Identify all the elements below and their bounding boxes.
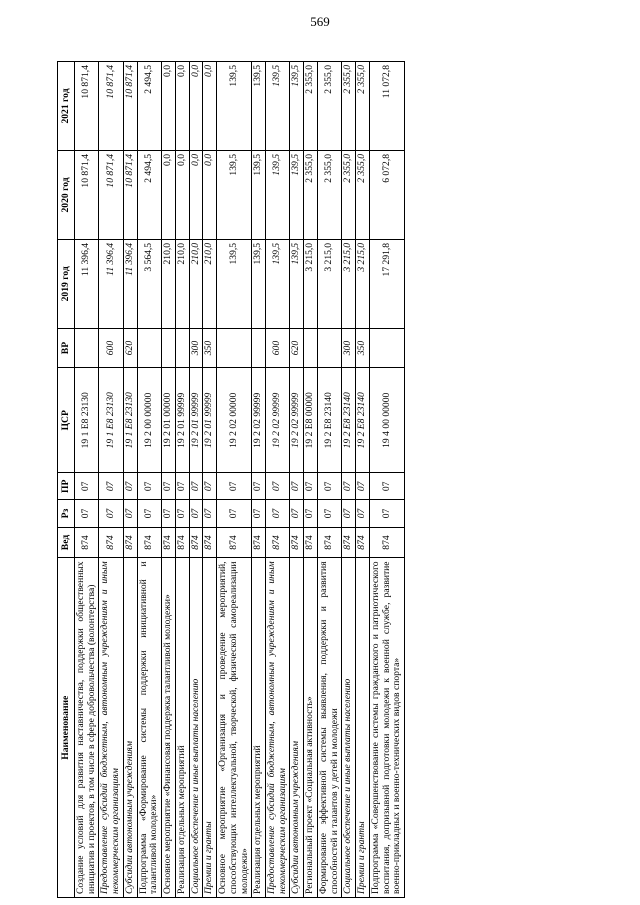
- row-pr: 07: [123, 473, 137, 500]
- row-2021: 10 871,4: [123, 62, 137, 151]
- row-vr: 300: [189, 328, 203, 368]
- row-name: Реализация отдельных мероприятий: [175, 558, 189, 898]
- row-vr: [137, 328, 161, 368]
- row-2021: 0,0: [175, 62, 189, 151]
- row-rz: 07: [266, 500, 290, 527]
- row-ved: 874: [304, 527, 318, 558]
- row-pr: 07: [162, 473, 176, 500]
- row-rz: 07: [162, 500, 176, 527]
- row-rz: 07: [252, 500, 266, 527]
- row-vr: 620: [290, 328, 304, 368]
- budget-table: [57, 61, 405, 898]
- row-csr: 19 2 02 00000: [217, 368, 252, 473]
- table-row: [217, 62, 252, 898]
- row-name: Предоставление субсидий бюджетным, автономным учреждениям и иным некоммерческим организациям: [99, 558, 123, 898]
- row-2021: 0,0: [189, 62, 203, 151]
- row-ved: 874: [123, 527, 137, 558]
- row-vr: 600: [266, 328, 290, 368]
- row-2019: 210,0: [203, 239, 217, 328]
- row-ved: 874: [75, 527, 99, 558]
- row-pr: 07: [290, 473, 304, 500]
- row-pr: 07: [342, 473, 356, 500]
- row-2019: 17 291,8: [369, 239, 404, 328]
- row-ved: 874: [175, 527, 189, 558]
- row-csr: 19 2 00 00000: [137, 368, 161, 473]
- row-ved: 874: [162, 527, 176, 558]
- row-2020: 0,0: [189, 150, 203, 239]
- row-vr: [162, 328, 176, 368]
- row-rz: 07: [75, 500, 99, 527]
- row-csr: 19 2 01 00000: [162, 368, 176, 473]
- header-csr: ЦСР: [58, 368, 75, 473]
- row-2021: 2 355,0: [317, 62, 341, 151]
- row-2020: 10 871,4: [99, 150, 123, 239]
- row-csr: 19 1 E8 23130: [75, 368, 99, 473]
- row-vr: [369, 328, 404, 368]
- row-2019: 139,5: [252, 239, 266, 328]
- row-2021: 10 871,4: [75, 62, 99, 151]
- table-row: [203, 62, 217, 898]
- table-row: [162, 62, 176, 898]
- row-rz: 07: [137, 500, 161, 527]
- row-2020: 2 494,5: [137, 150, 161, 239]
- row-name: Подпрограмма «Формирование системы поддержки инициативной и талантливой молодежи»: [137, 558, 161, 898]
- table-row: [75, 62, 99, 898]
- row-csr: 19 2 E8 23140: [356, 368, 370, 473]
- table-row: [304, 62, 318, 898]
- row-pr: 07: [304, 473, 318, 500]
- row-2020: 2 355,0: [317, 150, 341, 239]
- row-csr: 19 1 E8 23130: [123, 368, 137, 473]
- row-2021: 2 355,0: [342, 62, 356, 151]
- header-pr: ПР: [58, 473, 75, 500]
- table-row: [189, 62, 203, 898]
- row-2019: 3 215,0: [304, 239, 318, 328]
- row-name: Премии и гранты: [203, 558, 217, 898]
- row-vr: 620: [123, 328, 137, 368]
- page-number: 569: [310, 14, 330, 29]
- table-row: [342, 62, 356, 898]
- row-name: Премии и гранты: [356, 558, 370, 898]
- row-ved: 874: [217, 527, 252, 558]
- row-2020: 10 871,4: [75, 150, 99, 239]
- table-row: [266, 62, 290, 898]
- table-row: [99, 62, 123, 898]
- table-row: [252, 62, 266, 898]
- row-ved: 874: [317, 527, 341, 558]
- rotated-page-content: [57, 61, 612, 898]
- row-csr: 19 2 01 99999: [189, 368, 203, 473]
- row-rz: 07: [99, 500, 123, 527]
- row-vr: 600: [99, 328, 123, 368]
- row-2020: 139,5: [266, 150, 290, 239]
- row-name: Социальное обеспечение и иные выплаты населению: [342, 558, 356, 898]
- row-vr: 350: [203, 328, 217, 368]
- row-rz: 07: [342, 500, 356, 527]
- table-row: [317, 62, 341, 898]
- row-ved: 874: [189, 527, 203, 558]
- header-ved: Вед: [58, 527, 75, 558]
- row-2021: 139,5: [252, 62, 266, 151]
- row-2020: 139,5: [252, 150, 266, 239]
- row-name: Основное мероприятие «Организация и проведение мероприятий, способствующих интеллектуальной, творческой, физической самореализации молодежи»: [217, 558, 252, 898]
- row-csr: 19 2 01 99999: [175, 368, 189, 473]
- row-vr: 350: [356, 328, 370, 368]
- row-2019: 3 215,0: [342, 239, 356, 328]
- row-csr: 19 1 E8 23130: [99, 368, 123, 473]
- row-2019: 210,0: [189, 239, 203, 328]
- row-name: Предоставление субсидий бюджетным, автономным учреждениям и иным некоммерческим организациям: [266, 558, 290, 898]
- row-name: Региональный проект «Социальная активность»: [304, 558, 318, 898]
- row-pr: 07: [317, 473, 341, 500]
- row-2021: 11 072,8: [369, 62, 404, 151]
- row-csr: 19 2 02 99999: [252, 368, 266, 473]
- row-vr: [317, 328, 341, 368]
- row-2020: 0,0: [203, 150, 217, 239]
- row-rz: 07: [356, 500, 370, 527]
- row-ved: 874: [203, 527, 217, 558]
- row-ved: 874: [342, 527, 356, 558]
- row-name: Субсидии автономным учреждениям: [290, 558, 304, 898]
- row-2021: 2 355,0: [304, 62, 318, 151]
- row-2020: 0,0: [175, 150, 189, 239]
- row-pr: 07: [189, 473, 203, 500]
- table-body: [75, 62, 405, 898]
- row-ved: 874: [356, 527, 370, 558]
- row-2019: 11 396,4: [75, 239, 99, 328]
- row-2019: 210,0: [162, 239, 176, 328]
- header-name: Наименование: [58, 558, 75, 898]
- row-2020: 0,0: [162, 150, 176, 239]
- row-2021: 2 355,0: [356, 62, 370, 151]
- row-2019: 3 215,0: [356, 239, 370, 328]
- table-row: [356, 62, 370, 898]
- row-2021: 10 871,4: [99, 62, 123, 151]
- row-ved: 874: [266, 527, 290, 558]
- row-vr: [175, 328, 189, 368]
- row-2020: 139,5: [290, 150, 304, 239]
- row-rz: 07: [304, 500, 318, 527]
- table-row: [290, 62, 304, 898]
- row-vr: [75, 328, 99, 368]
- row-2019: 11 396,4: [99, 239, 123, 328]
- row-pr: 07: [266, 473, 290, 500]
- row-ved: 874: [99, 527, 123, 558]
- row-2021: 0,0: [162, 62, 176, 151]
- row-rz: 07: [203, 500, 217, 527]
- row-ved: 874: [290, 527, 304, 558]
- row-2020: 2 355,0: [342, 150, 356, 239]
- header-2020: 2020 год: [58, 150, 75, 239]
- row-rz: 07: [175, 500, 189, 527]
- row-2020: 139,5: [217, 150, 252, 239]
- row-2021: 139,5: [290, 62, 304, 151]
- row-vr: [304, 328, 318, 368]
- row-vr: [252, 328, 266, 368]
- row-2021: 2 494,5: [137, 62, 161, 151]
- row-rz: 07: [290, 500, 304, 527]
- row-rz: 07: [317, 500, 341, 527]
- table-row: [137, 62, 161, 898]
- table-row: [369, 62, 404, 898]
- row-2019: 11 396,4: [123, 239, 137, 328]
- row-name: Подпрограмма «Совершенствование системы гражданского и патриотического воспитания, допризывной подготовки молодежи к военной службе, развитие военно-прикладных и военно-технических видов спорта»: [369, 558, 404, 898]
- header-rz: Рз: [58, 500, 75, 527]
- row-vr: [217, 328, 252, 368]
- row-rz: 07: [189, 500, 203, 527]
- row-name: Субсидии автономным учреждениям: [123, 558, 137, 898]
- row-vr: 300: [342, 328, 356, 368]
- row-pr: 07: [75, 473, 99, 500]
- row-2021: 139,5: [217, 62, 252, 151]
- row-name: Создание условий для развития наставничества, поддержки общественных инициатив и проектов, в том числе в сфере добровольчества (волонтерства): [75, 558, 99, 898]
- row-pr: 07: [369, 473, 404, 500]
- row-pr: 07: [175, 473, 189, 500]
- row-csr: 19 2 01 99999: [203, 368, 217, 473]
- row-2020: 2 355,0: [356, 150, 370, 239]
- row-pr: 07: [217, 473, 252, 500]
- row-rz: 07: [369, 500, 404, 527]
- row-csr: 19 2 E8 23140: [317, 368, 341, 473]
- row-pr: 07: [137, 473, 161, 500]
- row-csr: 19 2 E8 00000: [304, 368, 318, 473]
- row-pr: 07: [252, 473, 266, 500]
- row-2019: 210,0: [175, 239, 189, 328]
- row-ved: 874: [369, 527, 404, 558]
- row-csr: 19 4 00 00000: [369, 368, 404, 473]
- row-2020: 2 355,0: [304, 150, 318, 239]
- table-row: [175, 62, 189, 898]
- table-header-row: [58, 62, 75, 898]
- row-name: Основное мероприятие «Финансовая поддержка талантливой молодежи»: [162, 558, 176, 898]
- row-2020: 6 072,8: [369, 150, 404, 239]
- row-2020: 10 871,4: [123, 150, 137, 239]
- budget-table-area: [57, 61, 612, 898]
- header-2021: 2021 год: [58, 62, 75, 151]
- row-name: Формирование эффективной системы выявления, поддержки и развития способностей и талантов у детей и молодежи: [317, 558, 341, 898]
- row-pr: 07: [203, 473, 217, 500]
- row-pr: 07: [99, 473, 123, 500]
- row-2019: 139,5: [290, 239, 304, 328]
- row-csr: 19 2 02 99999: [290, 368, 304, 473]
- table-row: [123, 62, 137, 898]
- row-pr: 07: [356, 473, 370, 500]
- row-rz: 07: [217, 500, 252, 527]
- row-rz: 07: [123, 500, 137, 527]
- row-2019: 139,5: [217, 239, 252, 328]
- row-2021: 139,5: [266, 62, 290, 151]
- row-2019: 139,5: [266, 239, 290, 328]
- row-name: Социальное обеспечение и иные выплаты населению: [189, 558, 203, 898]
- row-ved: 874: [137, 527, 161, 558]
- row-2021: 0,0: [203, 62, 217, 151]
- row-2019: 3 215,0: [317, 239, 341, 328]
- header-vr: ВР: [58, 328, 75, 368]
- row-ved: 874: [252, 527, 266, 558]
- row-name: Реализация отдельных мероприятий: [252, 558, 266, 898]
- header-2019: 2019 год: [58, 239, 75, 328]
- row-2019: 3 564,5: [137, 239, 161, 328]
- row-csr: 19 2 E8 23140: [342, 368, 356, 473]
- row-csr: 19 2 02 99999: [266, 368, 290, 473]
